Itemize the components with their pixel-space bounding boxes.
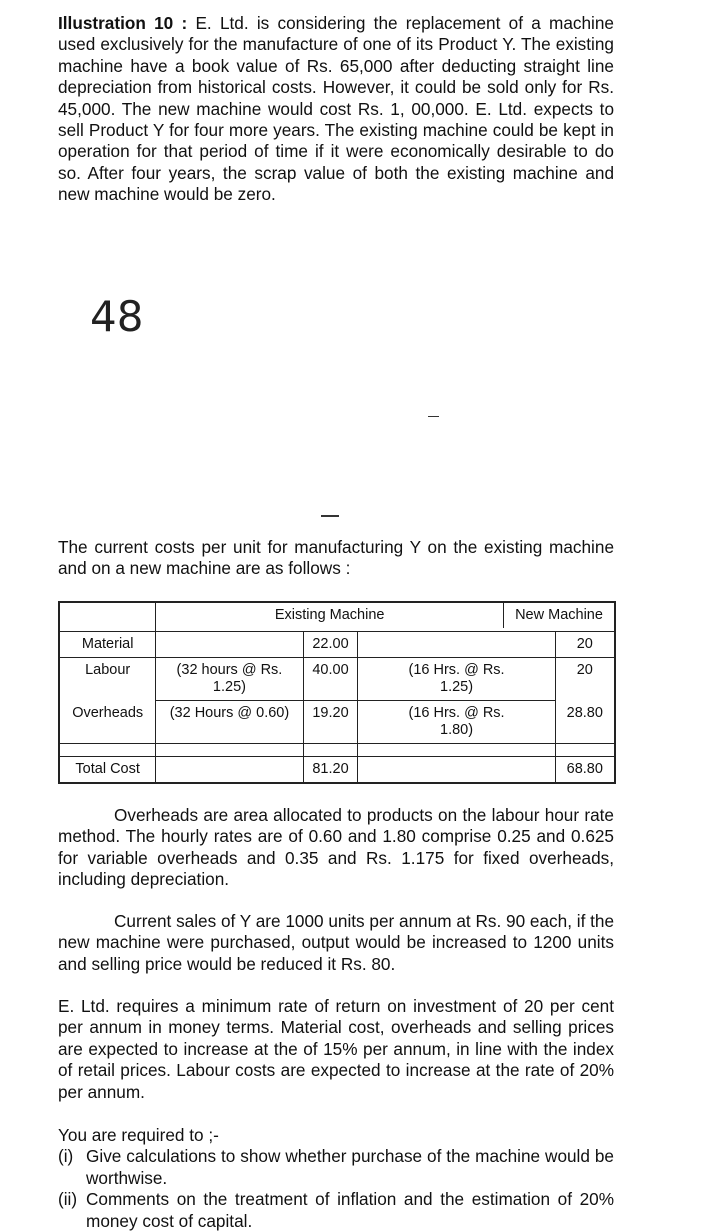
overheads-paragraph: Overheads are area allocated to products on the labour hour rate method. The hourly rates are of 0.60 and 1.80 comprise 0.25 and 0.625 for variable overheads and 0.35 and Rs. 1.175 for fixed overheads, including depreciation. xyxy=(58,805,614,890)
table-gap xyxy=(59,744,615,757)
table-header-row xyxy=(59,602,615,632)
new-detail: (16 Hrs. @ Rs. 1.25) xyxy=(358,658,555,701)
existing-value: 40.00 xyxy=(303,658,358,701)
existing-value: 81.20 xyxy=(303,757,358,784)
item-text: Comments on the treatment of inflation and the estimation of 20% money cost of capital. xyxy=(86,1189,614,1231)
table-header-blank xyxy=(59,602,156,632)
table-row xyxy=(59,658,615,701)
stray-mark xyxy=(321,515,339,517)
item-text: Give calculations to show whether purchase of the machine would be worthwise. xyxy=(86,1146,614,1188)
row-label: Material xyxy=(59,632,156,658)
header-new-machine: New Machine xyxy=(503,603,614,628)
illustration-paragraph xyxy=(58,13,614,206)
new-detail xyxy=(358,632,555,658)
required-intro: You are required to ;- xyxy=(58,1125,219,1145)
existing-detail xyxy=(156,632,303,658)
item-number: (ii) xyxy=(58,1189,78,1210)
table-row xyxy=(59,632,615,658)
new-value: 20 xyxy=(555,632,615,658)
return-paragraph: E. Ltd. requires a minimum rate of return on investment of 20 per cent per annum in money terms. Material cost, overheads and selling prices are expected to increase at the of 15% per annum, in line with the index of retail prices. Labour costs are expected to increase at the rate of 20% per annum. xyxy=(58,996,614,1102)
sales-paragraph: Current sales of Y are 1000 units per annum at Rs. 90 each, if the new machine were purchased, output would be increased to 1200 units and selling price would be reduced it Rs. 80. xyxy=(58,911,615,974)
row-label: Total Cost xyxy=(59,757,156,784)
existing-detail: (32 hours @ Rs. 1.25) xyxy=(156,658,303,701)
page-number: 48 xyxy=(90,292,144,341)
table-row xyxy=(59,701,615,744)
existing-value: 19.20 xyxy=(303,701,358,744)
required-section xyxy=(58,1125,614,1232)
item-number: (i) xyxy=(58,1146,74,1167)
illustration-label: Illustration 10 xyxy=(58,13,174,33)
existing-value: 22.00 xyxy=(303,632,358,658)
new-value: 20 xyxy=(555,658,615,701)
list-item xyxy=(58,1189,614,1232)
table-row-total xyxy=(59,757,615,784)
stray-mark xyxy=(428,416,439,417)
cost-table xyxy=(58,601,616,784)
new-value: 68.80 xyxy=(555,757,615,784)
new-detail: (16 Hrs. @ Rs. 1.80) xyxy=(358,701,555,744)
new-value: 28.80 xyxy=(555,701,615,744)
existing-detail: (32 Hours @ 0.60) xyxy=(156,701,303,744)
list-item xyxy=(58,1146,614,1189)
new-detail xyxy=(358,757,555,784)
costs-intro: The current costs per unit for manufacturing Y on the existing machine and on a new machine are as follows : xyxy=(58,537,614,579)
illustration-text: E. Ltd. is considering the replacement of a machine used exclusively for the manufacture of one of its Product Y. The existing machine have a book value of Rs. 65,000 after deducting straight line depreciation from historical costs. However, it could be sold only for Rs. 45,000. The new machine would cost Rs. 1, 00,000. E. Ltd. expects to sell Product Y for four more years. The existing machine could be kept in operation for that period of time if it were economically desirable to do so. After four years, the scrap value of both the existing machine and new machine would be zero. xyxy=(58,13,614,205)
row-label: Overheads xyxy=(59,701,156,744)
existing-detail xyxy=(156,757,303,784)
header-existing-machine: Existing Machine xyxy=(274,607,385,623)
row-label: Labour xyxy=(59,658,156,701)
illustration-separator: : xyxy=(173,13,196,33)
